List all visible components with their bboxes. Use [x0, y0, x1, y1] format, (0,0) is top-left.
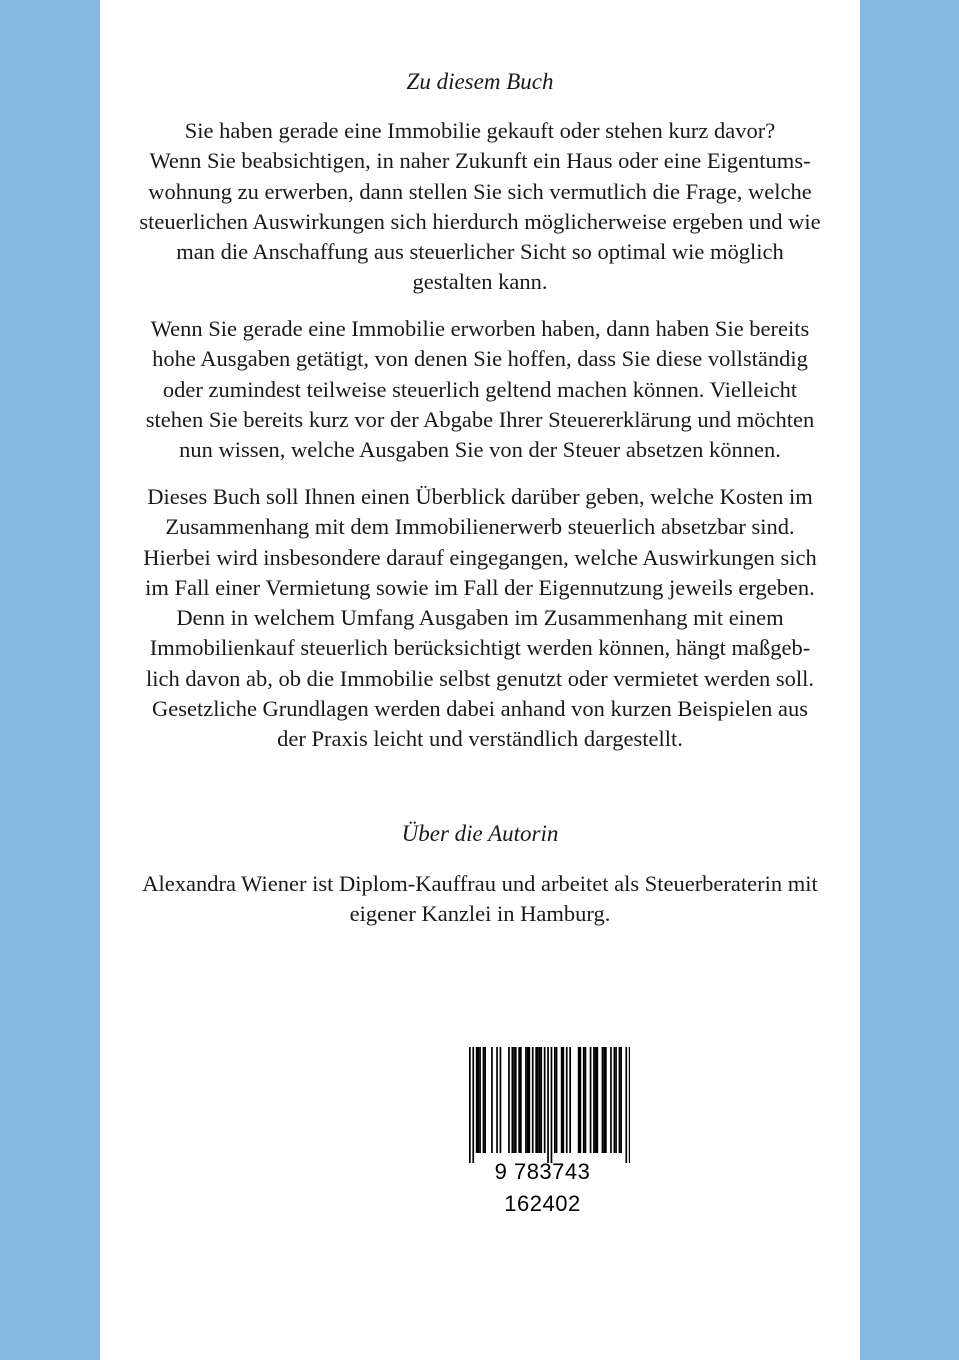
barcode-bars	[455, 1043, 630, 1171]
barcode-bar	[496, 1047, 498, 1153]
text-line: Alexandra Wiener ist Diplom-Kauffrau und arbeitet als Steuerberaterin mit	[142, 871, 818, 896]
text-line: der Praxis leicht und verständlich dargestellt.	[277, 726, 683, 752]
isbn-barcode	[455, 1043, 630, 1216]
about-book-paragraph-3	[100, 482, 860, 755]
barcode-bar	[537, 1047, 539, 1153]
barcode-bar	[597, 1047, 599, 1153]
barcode-bar	[585, 1047, 587, 1153]
barcode-bar	[518, 1047, 520, 1153]
about-book-heading: Zu diesem Buch	[406, 69, 554, 94]
text-line: eigener Kanzlei in Hamburg.	[349, 901, 611, 927]
text-line: Wenn Sie gerade eine Immobilie erworben haben, dann haben Sie bereits	[150, 316, 810, 341]
barcode-bar	[603, 1047, 605, 1153]
text-line: lich davon ab, ob die Immobilie selbst genutzt oder vermietet werden soll.	[146, 665, 814, 691]
text-line: Hierbei wird insbesondere darauf eingegangen, welche Auswirkungen sich	[143, 544, 817, 570]
barcode-bar	[484, 1047, 486, 1153]
barcode-bar	[580, 1047, 582, 1153]
barcode-bar	[479, 1047, 481, 1153]
barcode-bar	[593, 1047, 595, 1153]
barcode-bar	[625, 1047, 627, 1163]
about-author-paragraph	[100, 869, 860, 930]
barcode-bar	[566, 1047, 568, 1153]
barcode-bar	[500, 1047, 502, 1153]
barcode-bar	[578, 1047, 580, 1153]
barcode-bar	[605, 1047, 607, 1153]
barcode-bar	[610, 1047, 612, 1153]
barcode-bar	[527, 1047, 529, 1153]
barcode-bar	[561, 1047, 563, 1153]
barcode-bar	[512, 1047, 514, 1153]
text-line: steuerlichen Auswirkungen sich hierdurch möglicherweise ergeben und wie	[139, 208, 821, 234]
isbn-digits: 9 783743 162402	[494, 1159, 591, 1216]
text-line: man die Anschaffung aus steuerlicher Sicht so optimal wie möglich	[176, 239, 784, 265]
barcode-bar	[583, 1047, 585, 1153]
barcode-bar	[539, 1047, 541, 1153]
barcode-bar	[544, 1047, 546, 1153]
barcode-bar	[476, 1047, 478, 1153]
about-author-heading: Über die Autorin	[401, 821, 559, 846]
barcode-bar	[602, 1047, 604, 1153]
barcode-bar	[615, 1047, 617, 1153]
barcode-bar	[483, 1047, 485, 1153]
text-line: Zusammenhang mit dem Immobilienerwerb steuerlich absetzbar sind.	[165, 514, 795, 540]
text-line: im Fall einer Vermietung sowie im Fall der Eigennutzung jeweils ergeben.	[145, 574, 815, 600]
barcode-bar	[529, 1047, 531, 1153]
text-line: hohe Ausgaben getätigt, von denen Sie hoffen, dass Sie diese vollständig	[152, 346, 808, 372]
text-line: Sie haben gerade eine Immobilie gekauft oder stehen kurz davor?	[184, 118, 776, 143]
barcode-bar	[532, 1047, 534, 1153]
about-book-paragraph-1	[100, 116, 860, 298]
barcode-bar	[554, 1047, 556, 1153]
text-line: stehen Sie bereits kurz vor der Abgabe Ihrer Steuererklärung und möchten	[145, 406, 815, 432]
barcode-bar	[515, 1047, 517, 1153]
barcode-bar	[551, 1047, 553, 1163]
barcode-bar	[535, 1047, 537, 1153]
barcode-bar	[508, 1047, 510, 1153]
barcode-bar	[478, 1047, 480, 1153]
text-line: wohnung zu erwerben, dann stellen Sie sich vermutlich die Frage, welche	[148, 178, 812, 204]
barcode-bar	[472, 1047, 474, 1163]
about-book-paragraph-2	[100, 314, 860, 465]
barcode-bar	[595, 1047, 597, 1153]
text-line: Denn in welchem Umfang Ausgaben im Zusammenhang mit einem	[176, 605, 784, 631]
text-line: Immobilienkauf steuerlich berücksichtigt werden können, hängt maßgeb-	[149, 635, 811, 661]
barcode-bar	[569, 1047, 571, 1153]
barcode-bar	[540, 1047, 542, 1153]
text-line: Gesetzliche Grundlagen werden dabei anhand von kurzen Beispielen aus	[151, 696, 808, 722]
barcode-bar	[620, 1047, 622, 1153]
back-cover-content	[100, 0, 860, 1360]
left-blue-band	[0, 0, 100, 1360]
barcode-bar	[619, 1047, 621, 1153]
barcode-bar	[525, 1047, 527, 1153]
text-line: Dieses Buch soll Ihnen einen Überblick darüber geben, welche Kosten im	[147, 484, 813, 509]
barcode-bar	[491, 1047, 493, 1153]
barcode-bar	[547, 1047, 549, 1163]
barcode-bar	[590, 1047, 592, 1153]
barcode-bar	[563, 1047, 565, 1153]
barcode-bar	[556, 1047, 558, 1153]
text-line: oder zumindest teilweise steuerlich geltend machen können. Vielleicht	[162, 376, 798, 402]
text-line: Wenn Sie beabsichtigen, in naher Zukunft ein Haus oder eine Eigentums-	[149, 148, 811, 174]
barcode-bar	[614, 1047, 616, 1153]
barcode-bar	[513, 1047, 515, 1153]
text-line: nun wissen, welche Ausgaben Sie von der Steuer absetzen können.	[179, 437, 781, 463]
right-blue-band	[860, 0, 959, 1360]
barcode-bar	[520, 1047, 522, 1153]
barcode-bar	[629, 1047, 630, 1163]
barcode-bar	[469, 1047, 471, 1163]
text-line: gestalten kann.	[412, 269, 548, 295]
